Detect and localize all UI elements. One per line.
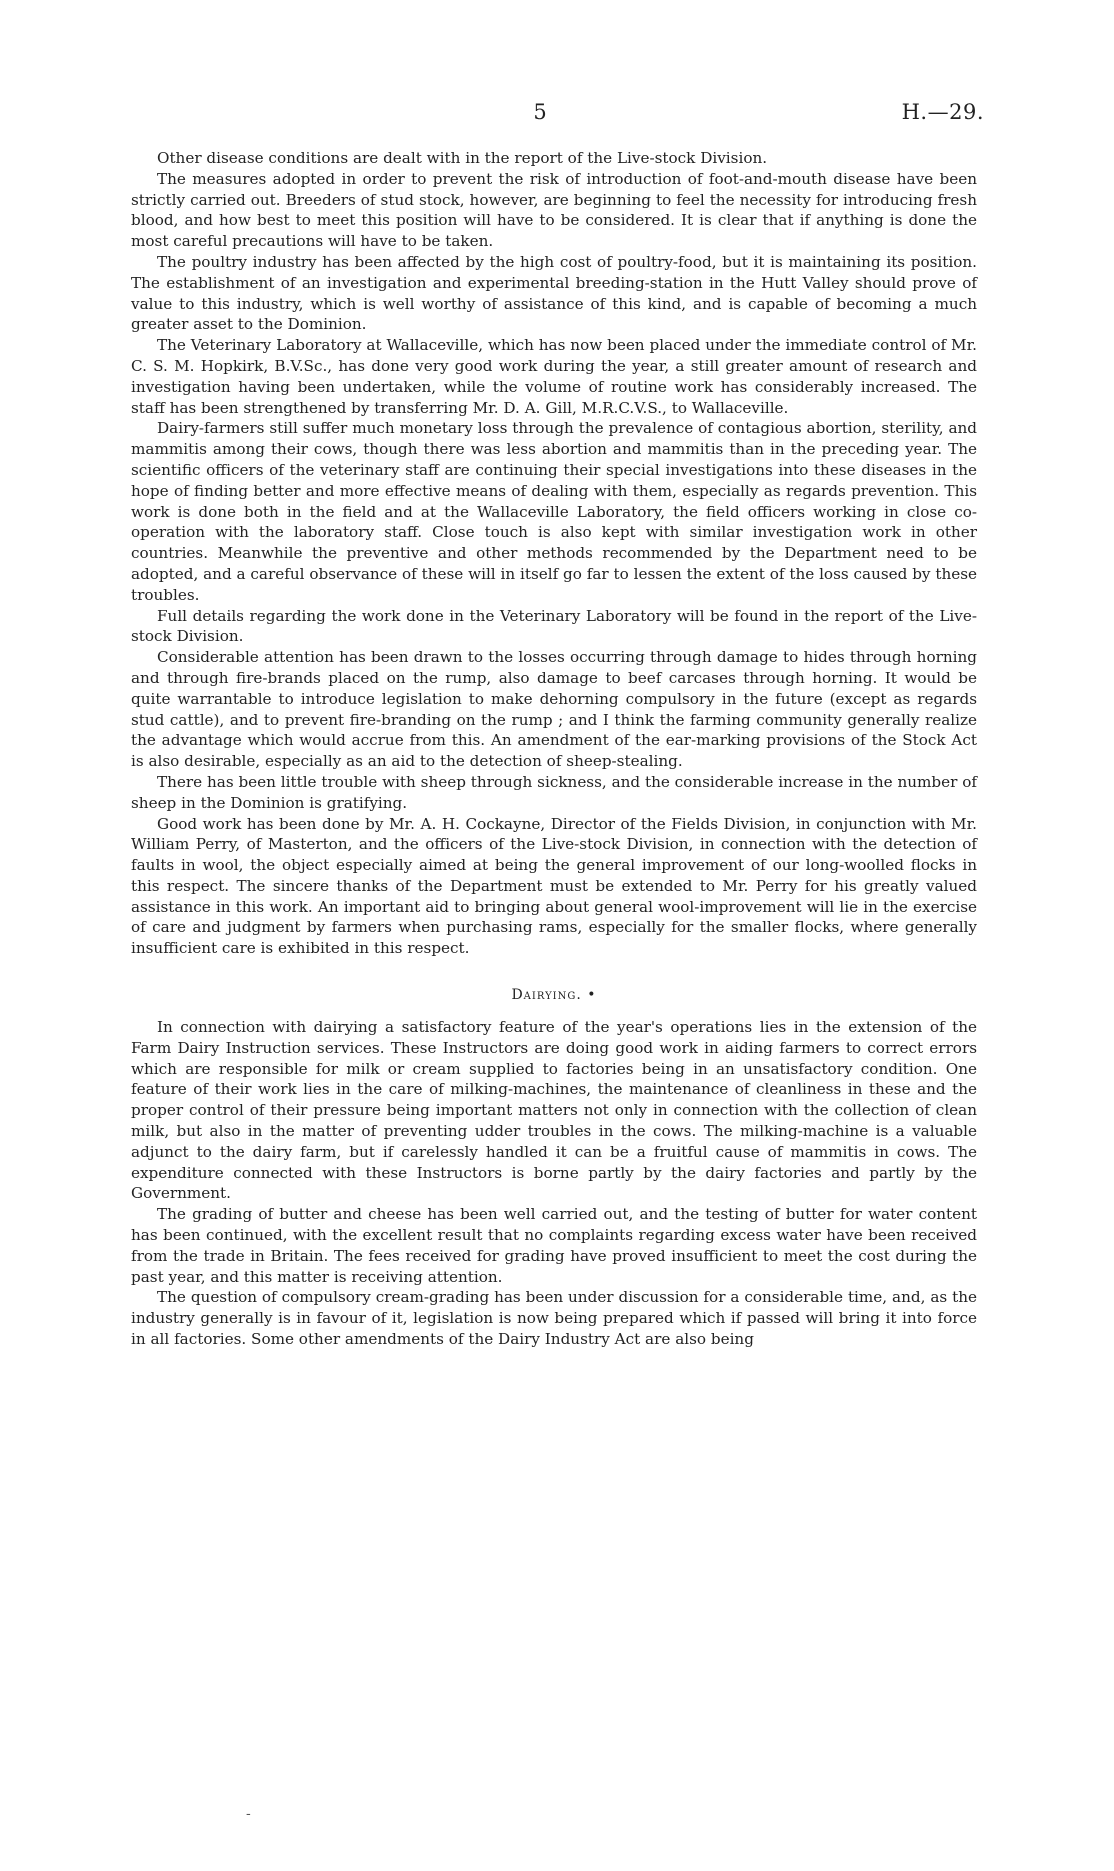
paragraph: The question of compulsory cream-grading has been under discussion for a considerable time, and, as the industry generally is in favour of it, legislation is now being prepared which if passed will bring it into force in all factories. Some other amendments of the Dairy Industry Act are also being bbox=[131, 1288, 977, 1349]
page-header bbox=[0, 100, 1114, 130]
paragraph: The Veterinary Laboratory at Wallaceville, which has now been placed under the immediate control of Mr. C. S. M. Hopkirk, B.V.Sc., has done very good work during the year, a still greater amount of research and investigation having been undertaken, while the volume of routine work has considerably increased. The staff has been strengthened by transferring Mr. D. A. Gill, M.R.C.V.S., to Wallaceville. bbox=[131, 336, 977, 417]
paragraph: The poultry industry has been affected by the high cost of poultry-food, but it is maintaining its position. The establishment of an investigation and experimental breeding-station in the Hutt Valley should prove of value to this industry, which is well worthy of assistance of this kind, and is capable of becoming a much greater asset to the Dominion. bbox=[131, 252, 977, 334]
paragraph: Full details regarding the work done in the Veterinary Laboratory will be found in the report of the Live-stock Division. bbox=[131, 606, 977, 646]
stray-mark: - bbox=[246, 1806, 251, 1822]
document-reference: H.—29. bbox=[901, 100, 984, 124]
section-heading: Dairying. • bbox=[511, 987, 597, 1004]
page-number: 5 bbox=[533, 100, 547, 124]
paragraph: In connection with dairying a satisfactory feature of the year's operations lies in the extension of the Farm Dairy Instruction services. These Instructors are doing good work in aiding farmers to correct errors which are responsible for milk or cream supplied to factories being in an unsatisfactory condition. One feature of their work lies in the care of milking-machines, the maintenance of cleanliness in these and the proper control of their pressure being important matters not only in connection with the collection of clean milk, but also in the matter of preventing udder troubles in the cows. The milking-machine is a valuable adjunct to the dairy farm, but if carelessly handled it can be a fruitful cause of mammitis in cows. The expenditure connected with these Instructors is borne partly by the dairy factories and partly by the Government. bbox=[131, 1018, 977, 1203]
paragraph: There has been little trouble with sheep through sickness, and the considerable increase in the number of sheep in the Dominion is gratifying. bbox=[131, 772, 977, 812]
paragraph: Good work has been done by Mr. A. H. Cockayne, Director of the Fields Division, in conjunction with Mr. William Perry, of Masterton, and the officers of the Live-stock Division, in connection with the detection of faults in wool, the object especially aimed at being the general improvement of our long-woolled flocks in this respect. The sincere thanks of the Department must be extended to Mr. Perry for his greatly valued assistance in this work. An important aid to bringing about general wool-improvement will lie in the exercise of care and judgment by farmers when purchasing rams, especially for the smaller flocks, where generally insufficient care is exhibited in this respect. bbox=[131, 814, 977, 958]
body-text bbox=[131, 148, 977, 1350]
paragraph: The grading of butter and cheese has been well carried out, and the testing of butter for water content has been continued, with the excellent result that no complaints regarding excess water have been received from the trade in Britain. The fees received for grading have proved insufficient to meet the cost during the past year, and this matter is receiving attention. bbox=[131, 1205, 977, 1286]
paragraph: Other disease conditions are dealt with in the report of the Live-stock Division. bbox=[157, 149, 768, 167]
paragraph: The measures adopted in order to prevent the risk of introduction of foot-and-mouth disease have been strictly carried out. Breeders of stud stock, however, are beginning to feel the necessity for introducing fresh blood, and how best to meet this position will have to be considered. It is clear that if anything is done the most careful precautions will have to be taken. bbox=[131, 169, 977, 251]
paragraph: Considerable attention has been drawn to the losses occurring through damage to hides through horning and through fire-brands placed on the rump, also damage to beef carcases through horning. It would be quite warrantable to introduce legislation to make dehorning compulsory in the future (except as regards stud cattle), and to prevent fire-branding on the rump ; and I think the farming community generally realize the advantage which would accrue from this. An amendment of the ear-marking provisions of the Stock Act is also desirable, especially as an aid to the detection of sheep-stealing. bbox=[131, 648, 977, 771]
paragraph: Dairy-farmers still suffer much monetary loss through the prevalence of contagious abortion, sterility, and mammitis among their cows, though there was less abortion and mammitis than in the preceding year. The scientific officers of the veterinary staff are continuing their special investigations into these diseases in the hope of finding better and more effective means of dealing with them, especially as regards prevention. This work is done both in the field and at the Wallaceville Laboratory, the field officers working in close co-operation with the laboratory staff. Close touch is also kept with similar investigation work in other countries. Meanwhile the preventive and other methods recommended by the Department need to be adopted, and a careful observance of these will in itself go far to lessen the extent of the loss caused by these troubles. bbox=[131, 419, 977, 604]
